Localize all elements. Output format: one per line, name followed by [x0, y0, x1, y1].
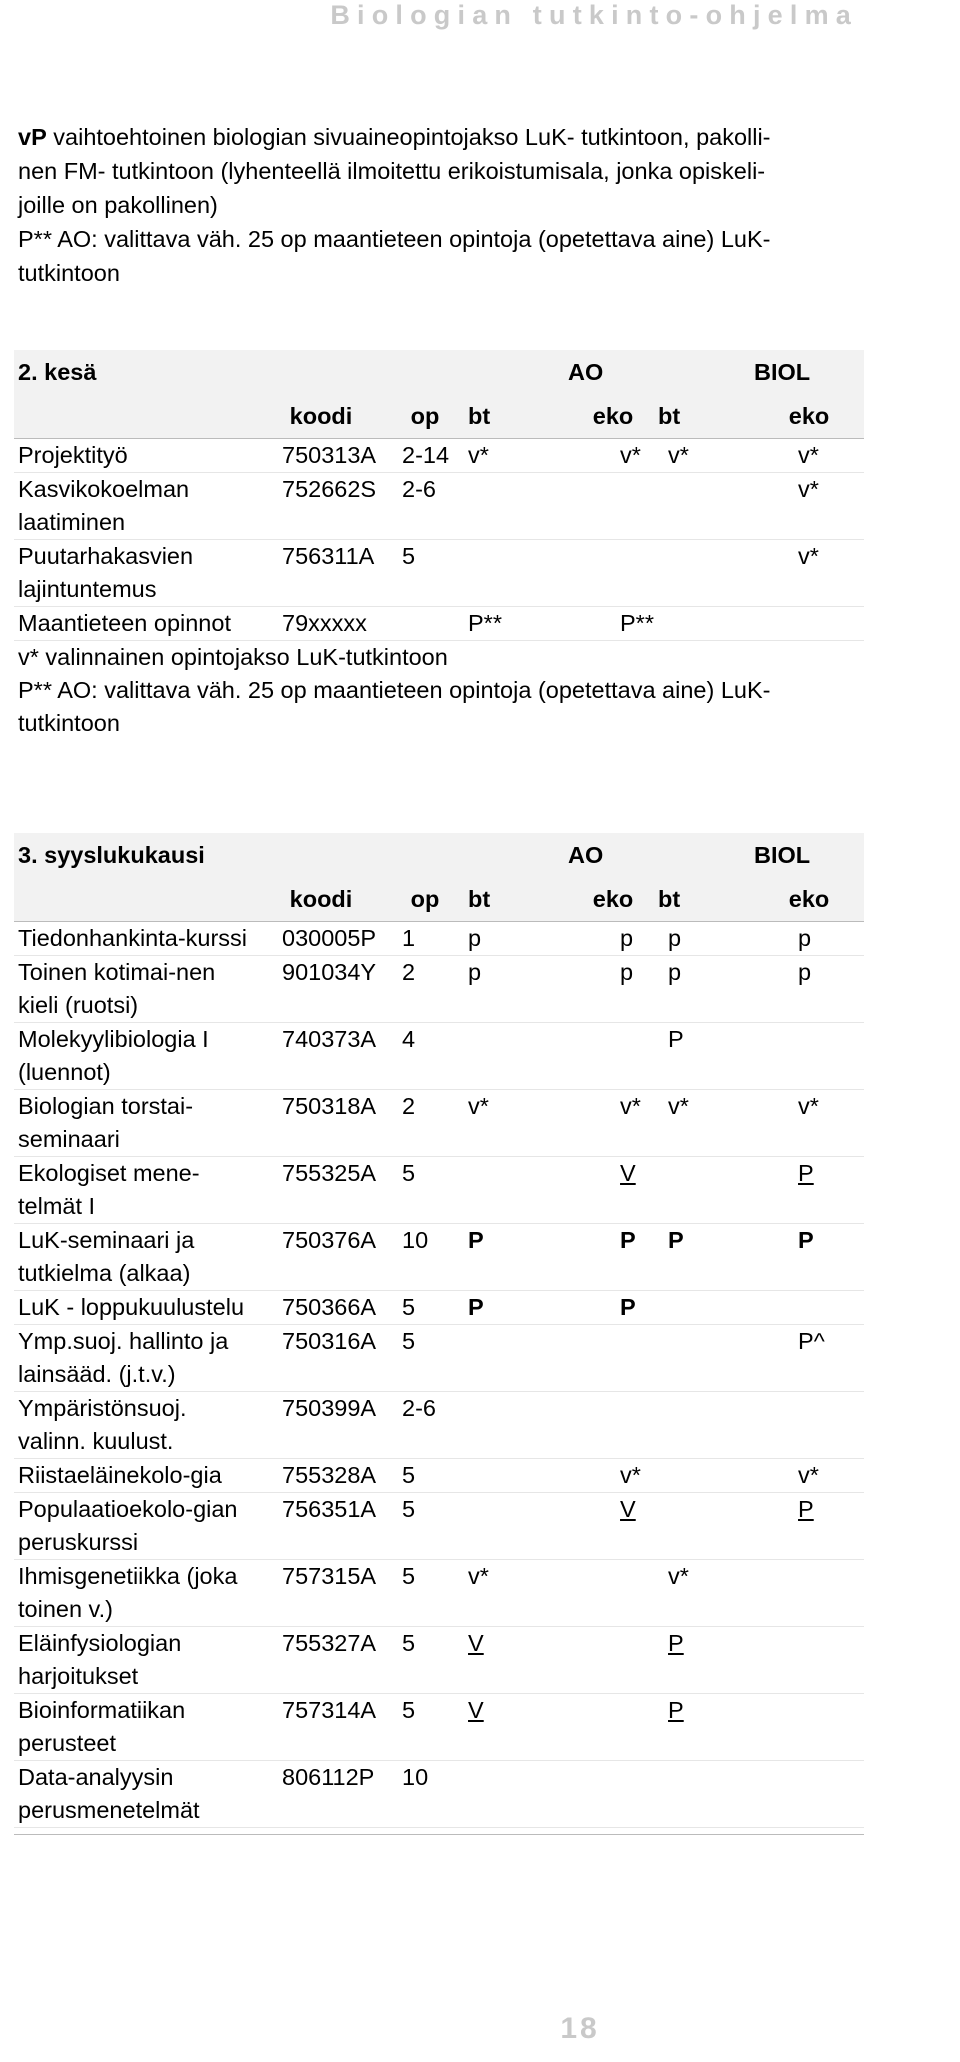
mark-biol-bt	[658, 1291, 754, 1325]
mark-value: v*	[620, 1093, 641, 1119]
mark-biol-bt	[658, 1325, 754, 1392]
course-code: 750318A	[260, 1090, 382, 1157]
table-row	[14, 1493, 864, 1560]
mark-biol-eko	[754, 473, 864, 540]
mark-ao-bt	[468, 1023, 568, 1090]
spacer-cell	[658, 833, 754, 877]
intro-text: tutkintoon	[18, 260, 120, 286]
mark-ao-bt	[468, 1157, 568, 1224]
mark-biol-bt	[658, 922, 754, 956]
mark-biol-bt	[658, 439, 754, 473]
table-row	[14, 1459, 864, 1493]
column-header: bt	[658, 877, 754, 922]
intro-text: nen FM- tutkintoon (lyhenteellä ilmoitettu erikoistumisala, jonka opiskeli-	[18, 158, 766, 184]
column-header: eko	[754, 877, 864, 922]
column-header: bt	[468, 394, 568, 439]
column-header: koodi	[260, 877, 382, 922]
intro-line	[18, 222, 848, 256]
course-credits: 5	[382, 1694, 468, 1761]
mark-value: p	[668, 959, 682, 985]
table-title: 3. syyslukukausi	[14, 833, 468, 877]
mark-value: P	[468, 1227, 484, 1253]
table-autumn-3	[14, 833, 864, 1835]
mark-biol-bt	[658, 1560, 754, 1627]
table-summer-2	[14, 350, 864, 740]
intro-line	[18, 256, 848, 290]
mark-biol-bt	[658, 1157, 754, 1224]
mark-biol-bt	[658, 540, 754, 607]
mark-biol-eko	[754, 1761, 864, 1828]
table-row	[14, 1090, 864, 1157]
mark-ao-eko	[568, 439, 658, 473]
group-ao-label: AO	[568, 833, 658, 877]
table-row	[14, 1560, 864, 1627]
intro-text: joille on pakollinen)	[18, 192, 218, 218]
course-name: Puutarhakasvien lajintuntemus	[14, 540, 260, 607]
table-note: P** AO: valittava väh. 25 op maantieteen opintoja (opetettava aine) LuK-tutkintoon	[18, 677, 771, 736]
group-biol-label: BIOL	[754, 350, 864, 394]
mark-biol-bt	[658, 1761, 754, 1828]
column-header: eko	[754, 394, 864, 439]
course-code: 755328A	[260, 1459, 382, 1493]
mark-ao-bt	[468, 1224, 568, 1291]
course-code: 740373A	[260, 1023, 382, 1090]
mark-biol-eko	[754, 540, 864, 607]
table-column-header	[14, 877, 864, 922]
table-row	[14, 1392, 864, 1459]
course-credits: 5	[382, 1459, 468, 1493]
mark-ao-bt	[468, 1493, 568, 1560]
table-column-header	[14, 394, 864, 439]
mark-value: P	[668, 1697, 684, 1723]
course-code: 750313A	[260, 439, 382, 473]
course-name: Molekyylibiologia I (luennot)	[14, 1023, 260, 1090]
mark-value: p	[620, 925, 634, 951]
mark-biol-eko	[754, 1224, 864, 1291]
course-credits: 5	[382, 1493, 468, 1560]
course-code: 750316A	[260, 1325, 382, 1392]
mark-biol-bt	[658, 1459, 754, 1493]
spacer-cell	[14, 877, 260, 922]
course-code: 757315A	[260, 1560, 382, 1627]
mark-value: v*	[798, 442, 819, 468]
mark-value: v*	[798, 1093, 819, 1119]
mark-biol-bt	[658, 1023, 754, 1090]
mark-biol-bt	[658, 1694, 754, 1761]
mark-value: v*	[668, 1093, 689, 1119]
mark-ao-bt	[468, 1090, 568, 1157]
course-name: Ekologiset mene-telmät I	[14, 1157, 260, 1224]
mark-value: p	[620, 959, 634, 985]
mark-ao-eko	[568, 1023, 658, 1090]
intro-line	[18, 120, 848, 154]
mark-value: v*	[798, 1462, 819, 1488]
mark-value: V	[620, 1496, 636, 1522]
course-credits: 5	[382, 1560, 468, 1627]
intro-text: P** AO: valittava väh. 25 op maantieteen opintoja (opetettava aine) LuK-	[18, 226, 771, 252]
course-code: 756311A	[260, 540, 382, 607]
course-code: 752662S	[260, 473, 382, 540]
mark-ao-eko	[568, 1090, 658, 1157]
mark-biol-eko	[754, 1560, 864, 1627]
mark-value: V	[620, 1160, 636, 1186]
table-group-header	[14, 350, 864, 394]
mark-ao-eko	[568, 1493, 658, 1560]
intro-bold-term: vP	[18, 124, 47, 150]
mark-ao-bt	[468, 473, 568, 540]
course-credits: 5	[382, 540, 468, 607]
table-row	[14, 439, 864, 473]
mark-biol-eko	[754, 1493, 864, 1560]
mark-value: V	[468, 1697, 484, 1723]
intro-line	[18, 154, 848, 188]
mark-value: P	[798, 1227, 814, 1253]
mark-ao-eko	[568, 1560, 658, 1627]
mark-ao-eko	[568, 1157, 658, 1224]
table-row	[14, 1761, 864, 1828]
table-row	[14, 1325, 864, 1392]
mark-value: P	[468, 1294, 484, 1320]
mark-ao-eko	[568, 1627, 658, 1694]
mark-biol-eko	[754, 1090, 864, 1157]
table-row	[14, 1224, 864, 1291]
course-credits: 5	[382, 1627, 468, 1694]
course-credits: 2	[382, 956, 468, 1023]
group-biol-label: BIOL	[754, 833, 864, 877]
mark-biol-bt	[658, 607, 754, 641]
mark-value: v*	[620, 1462, 641, 1488]
group-ao-label: AO	[568, 350, 658, 394]
mark-ao-bt	[468, 1291, 568, 1325]
mark-value: P**	[620, 610, 654, 636]
mark-value: P	[668, 1227, 684, 1253]
course-name: Ymp.suoj. hallinto ja lainsääd. (j.t.v.)	[14, 1325, 260, 1392]
course-code: 901034Y	[260, 956, 382, 1023]
mark-value: P	[668, 1630, 684, 1656]
mark-biol-bt	[658, 1224, 754, 1291]
mark-ao-eko	[568, 607, 658, 641]
table-row	[14, 922, 864, 956]
column-header: eko	[568, 394, 658, 439]
mark-value: P	[798, 1160, 814, 1186]
mark-value: v*	[468, 1093, 489, 1119]
mark-ao-bt	[468, 1694, 568, 1761]
mark-value: v*	[798, 476, 819, 502]
document-header	[0, 0, 960, 40]
mark-ao-eko	[568, 1761, 658, 1828]
intro-legend	[18, 120, 848, 290]
mark-value: p	[798, 959, 812, 985]
mark-ao-bt	[468, 607, 568, 641]
mark-ao-eko	[568, 473, 658, 540]
mark-ao-bt	[468, 1627, 568, 1694]
mark-biol-bt	[658, 473, 754, 540]
course-code: 806112P	[260, 1761, 382, 1828]
mark-biol-eko	[754, 439, 864, 473]
mark-biol-bt	[658, 956, 754, 1023]
course-code: 750366A	[260, 1291, 382, 1325]
spacer-cell	[468, 833, 568, 877]
mark-ao-bt	[468, 1325, 568, 1392]
column-header: op	[382, 877, 468, 922]
course-name: Ympäristönsuoj. valinn. kuulust.	[14, 1392, 260, 1459]
column-header: bt	[468, 877, 568, 922]
table-row	[14, 540, 864, 607]
course-name: Projektityö	[14, 439, 260, 473]
course-credits: 2	[382, 1090, 468, 1157]
table-row	[14, 1694, 864, 1761]
mark-ao-eko	[568, 1325, 658, 1392]
table-row	[14, 1627, 864, 1694]
course-name: Kasvikokoelman laatiminen	[14, 473, 260, 540]
course-name: LuK - loppukuulustelu	[14, 1291, 260, 1325]
course-code: 750376A	[260, 1224, 382, 1291]
mark-ao-eko	[568, 1459, 658, 1493]
mark-biol-eko	[754, 1325, 864, 1392]
spacer-cell	[468, 350, 568, 394]
course-name: Ihmisgenetiikka (joka toinen v.)	[14, 1560, 260, 1627]
table-group-header	[14, 833, 864, 877]
header-title: Biologian tutkinto-ohjelma	[330, 0, 858, 30]
course-name: Riistaeläinekolo-gia	[14, 1459, 260, 1493]
mark-ao-bt	[468, 956, 568, 1023]
mark-ao-bt	[468, 1560, 568, 1627]
table-note: v* valinnainen opintojakso LuK-tutkintoon	[18, 644, 448, 670]
course-credits: 5	[382, 1325, 468, 1392]
spacer-cell	[14, 394, 260, 439]
course-credits: 2-6	[382, 1392, 468, 1459]
mark-ao-eko	[568, 1694, 658, 1761]
mark-value: v*	[798, 543, 819, 569]
course-name: Populaatioekolo-gian peruskurssi	[14, 1493, 260, 1560]
mark-ao-eko	[568, 956, 658, 1023]
course-code: 79xxxxx	[260, 607, 382, 641]
mark-biol-bt	[658, 1090, 754, 1157]
course-credits: 1	[382, 922, 468, 956]
course-code: 757314A	[260, 1694, 382, 1761]
mark-biol-eko	[754, 956, 864, 1023]
course-name: Biologian torstai-seminaari	[14, 1090, 260, 1157]
course-name: Data-analyysin perusmenetelmät	[14, 1761, 260, 1828]
mark-biol-eko	[754, 1459, 864, 1493]
table-end-rule	[14, 1828, 864, 1835]
mark-biol-eko	[754, 922, 864, 956]
table-row	[14, 1157, 864, 1224]
mark-value: P	[620, 1294, 636, 1320]
course-name: LuK-seminaari ja tutkielma (alkaa)	[14, 1224, 260, 1291]
column-header: bt	[658, 394, 754, 439]
course-name: Eläinfysiologian harjoitukset	[14, 1627, 260, 1694]
mark-value: P^	[798, 1328, 825, 1354]
mark-ao-bt	[468, 1459, 568, 1493]
mark-biol-eko	[754, 1291, 864, 1325]
course-code: 756351A	[260, 1493, 382, 1560]
table-row	[14, 607, 864, 641]
course-credits: 4	[382, 1023, 468, 1090]
table-row	[14, 1023, 864, 1090]
mark-biol-eko	[754, 1157, 864, 1224]
mark-biol-eko	[754, 1023, 864, 1090]
mark-value: v*	[668, 1563, 689, 1589]
mark-ao-eko	[568, 1224, 658, 1291]
mark-value: P**	[468, 610, 502, 636]
course-name: Bioinformatiikan perusteet	[14, 1694, 260, 1761]
mark-ao-bt	[468, 1761, 568, 1828]
mark-ao-bt	[468, 439, 568, 473]
table-row	[14, 956, 864, 1023]
table-note-row	[14, 641, 864, 675]
mark-value: v*	[620, 442, 641, 468]
course-name: Tiedonhankinta-kurssi	[14, 922, 260, 956]
mark-value: v*	[468, 442, 489, 468]
mark-value: v*	[468, 1563, 489, 1589]
table-title: 2. kesä	[14, 350, 468, 394]
table-row	[14, 473, 864, 540]
table-note-row	[14, 674, 864, 740]
mark-biol-bt	[658, 1392, 754, 1459]
mark-ao-eko	[568, 540, 658, 607]
mark-value: V	[468, 1630, 484, 1656]
mark-value: P	[668, 1026, 684, 1052]
mark-value: P	[798, 1496, 814, 1522]
page-number: 18	[560, 2012, 600, 2045]
course-credits: 5	[382, 1157, 468, 1224]
mark-ao-bt	[468, 1392, 568, 1459]
mark-biol-eko	[754, 1694, 864, 1761]
course-credits: 2-14	[382, 439, 468, 473]
mark-biol-bt	[658, 1493, 754, 1560]
spacer-cell	[658, 350, 754, 394]
course-credits: 10	[382, 1224, 468, 1291]
mark-biol-bt	[658, 1627, 754, 1694]
course-code: 750399A	[260, 1392, 382, 1459]
column-header: eko	[568, 877, 658, 922]
mark-value: P	[620, 1227, 636, 1253]
intro-text: vaihtoehtoinen biologian sivuaineopintojakso LuK- tutkintoon, pakolli-	[46, 124, 771, 150]
mark-value: v*	[668, 442, 689, 468]
course-name: Toinen kotimai-nen kieli (ruotsi)	[14, 956, 260, 1023]
mark-biol-eko	[754, 1627, 864, 1694]
mark-value: p	[468, 925, 482, 951]
course-credits	[382, 607, 468, 641]
course-credits: 10	[382, 1761, 468, 1828]
mark-value: p	[798, 925, 812, 951]
course-name: Maantieteen opinnot	[14, 607, 260, 641]
mark-biol-eko	[754, 607, 864, 641]
course-credits: 5	[382, 1291, 468, 1325]
column-header: koodi	[260, 394, 382, 439]
mark-ao-eko	[568, 1291, 658, 1325]
mark-ao-bt	[468, 922, 568, 956]
course-code: 030005P	[260, 922, 382, 956]
course-code: 755327A	[260, 1627, 382, 1694]
mark-value: p	[468, 959, 482, 985]
intro-line	[18, 188, 848, 222]
course-code: 755325A	[260, 1157, 382, 1224]
mark-ao-eko	[568, 922, 658, 956]
course-credits: 2-6	[382, 473, 468, 540]
mark-value: p	[668, 925, 682, 951]
mark-ao-eko	[568, 1392, 658, 1459]
end-rule-cell	[14, 1828, 864, 1835]
table-row	[14, 1291, 864, 1325]
column-header: op	[382, 394, 468, 439]
mark-biol-eko	[754, 1392, 864, 1459]
mark-ao-bt	[468, 540, 568, 607]
